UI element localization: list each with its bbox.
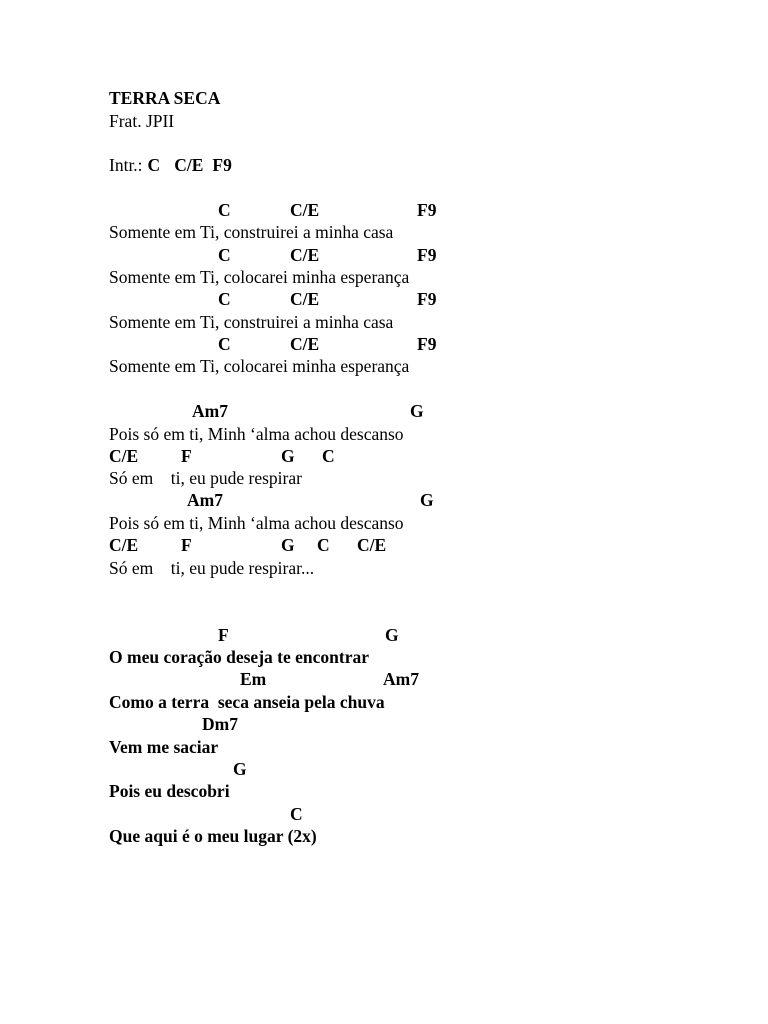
chord: Em <box>240 669 267 689</box>
intro-line <box>109 155 232 175</box>
chord: C <box>322 446 335 466</box>
chord: F <box>181 446 192 466</box>
intro-label: Intr.: <box>109 155 143 175</box>
song-title: TERRA SECA <box>109 88 221 108</box>
chord: C/E <box>290 200 320 220</box>
chorus-lyric-line: Pois eu descobri <box>109 781 230 801</box>
chord: Am7 <box>383 669 419 689</box>
chorus-lyric-line: Vem me saciar <box>109 737 219 757</box>
chord: Am7 <box>192 401 228 421</box>
lyric-line: Só em ti, eu pude respirar... <box>109 558 315 578</box>
lyric-line: Somente em Ti, construirei a minha casa <box>109 222 394 242</box>
intro-chord: F9 <box>212 155 232 175</box>
chord: C <box>218 334 231 354</box>
lyric-line: Somente em Ti, construirei a minha casa <box>109 312 394 332</box>
chord: C <box>218 200 231 220</box>
chord: G <box>281 535 295 555</box>
lyric-line: Somente em Ti, colocarei minha esperança <box>109 267 410 287</box>
chord: Dm7 <box>202 714 238 734</box>
chord: C <box>218 289 231 309</box>
chord: F9 <box>417 245 437 265</box>
chord: C <box>218 245 231 265</box>
chord: F9 <box>417 334 437 354</box>
lyric-line: Pois só em ti, Minh ‘alma achou descanso <box>109 424 404 444</box>
chord: F9 <box>417 289 437 309</box>
chord: F9 <box>417 200 437 220</box>
chorus-lyric-line: Que aqui é o meu lugar (2x) <box>109 826 317 846</box>
chord: G <box>281 446 295 466</box>
chord: C/E <box>290 334 320 354</box>
chord: G <box>385 625 399 645</box>
chord: F <box>218 625 229 645</box>
chorus-lyric-line: O meu coração deseja te encontrar <box>109 647 369 667</box>
chord: C <box>317 535 330 555</box>
lyric-line: Somente em Ti, colocarei minha esperança <box>109 356 410 376</box>
intro-chord: C/E <box>174 155 204 175</box>
chorus-lyric-line: Como a terra seca anseia pela chuva <box>109 692 385 712</box>
chord: G <box>420 490 434 510</box>
chord: F <box>181 535 192 555</box>
chord: C/E <box>357 535 387 555</box>
lyric-line: Pois só em ti, Minh ‘alma achou descanso <box>109 513 404 533</box>
chord: C/E <box>290 245 320 265</box>
song-author: Frat. JPII <box>109 111 175 131</box>
chord: C/E <box>109 446 139 466</box>
chord: Am7 <box>187 490 223 510</box>
chord: G <box>233 759 247 779</box>
chord: C <box>290 804 303 824</box>
lyric-line: Só em ti, eu pude respirar <box>109 468 302 488</box>
chord: G <box>410 401 424 421</box>
intro-chord: C <box>147 155 161 175</box>
chord: C/E <box>109 535 139 555</box>
chord: C/E <box>290 289 320 309</box>
